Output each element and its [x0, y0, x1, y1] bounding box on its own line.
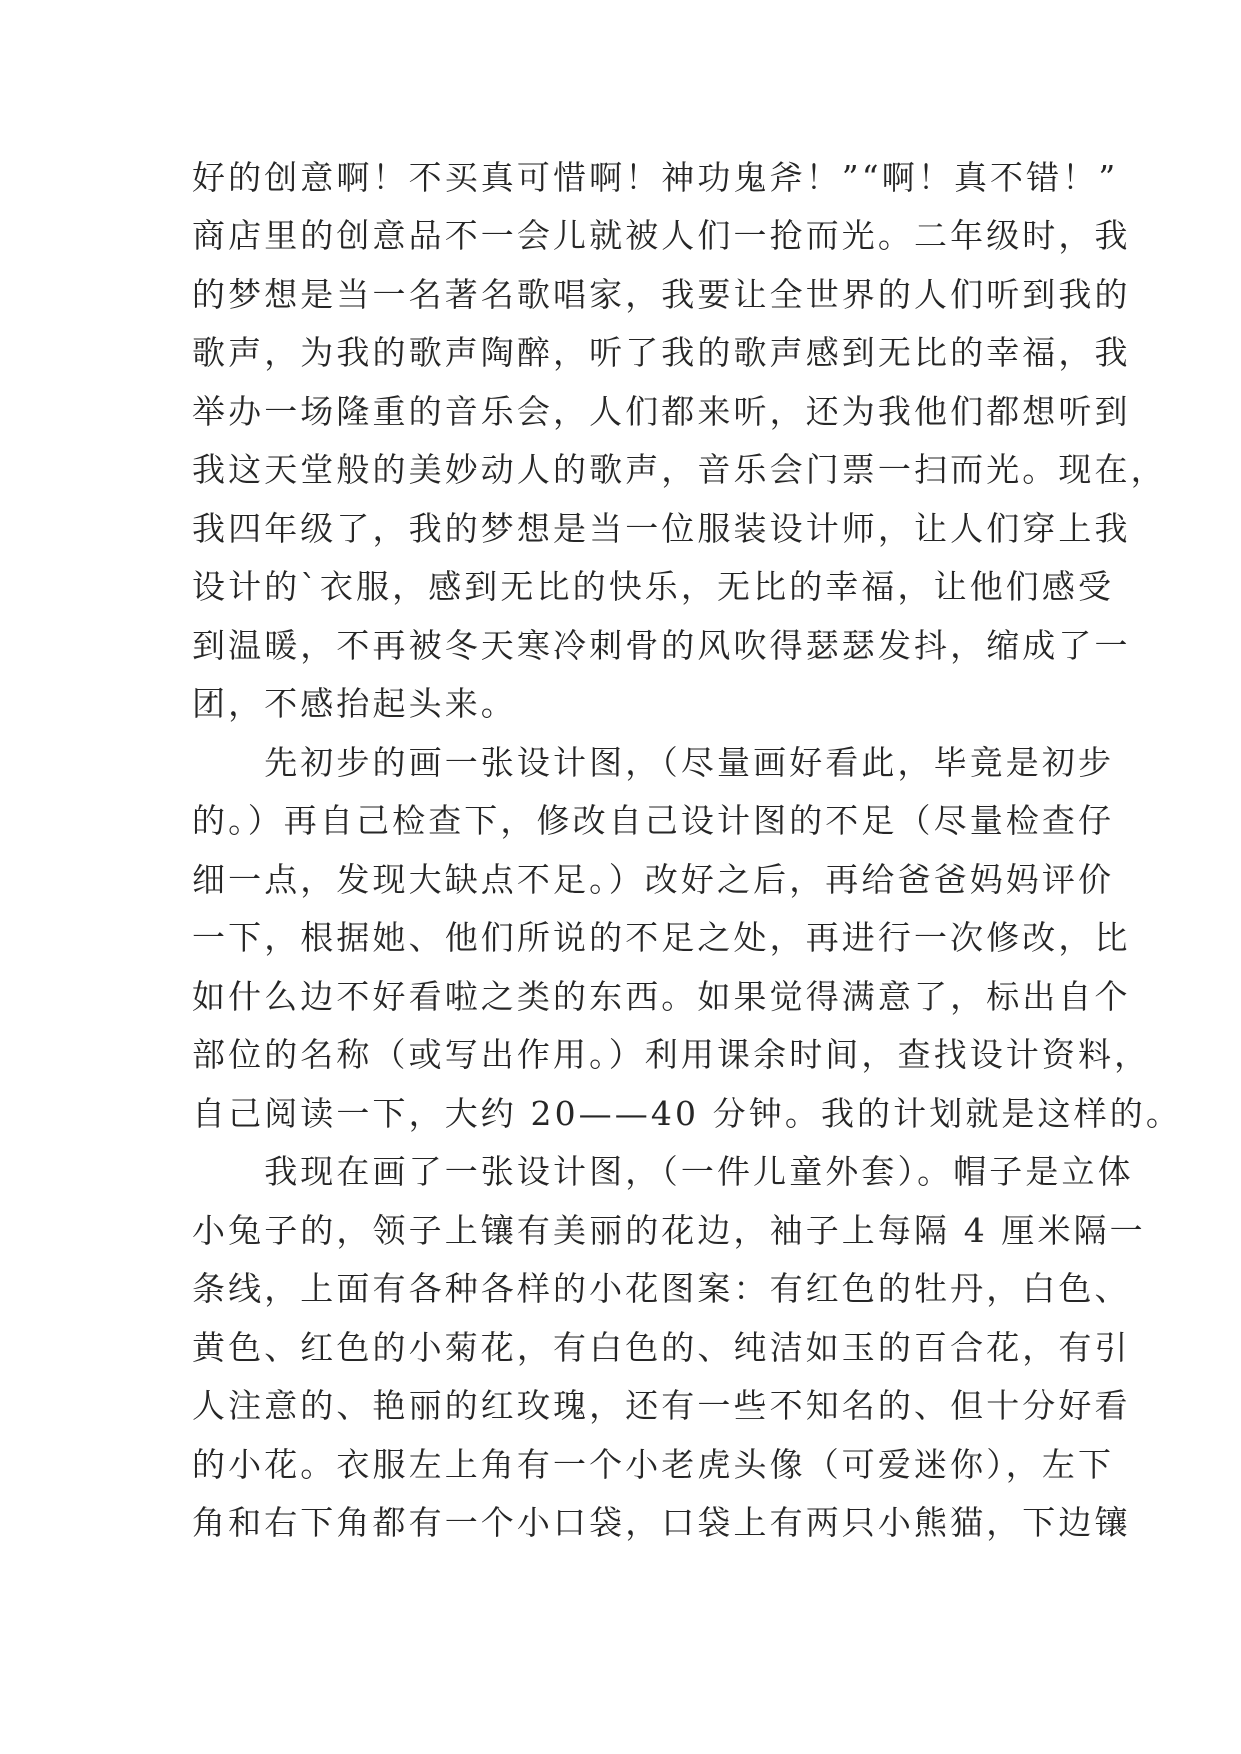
- text-line: 举办一场隆重的音乐会，人们都来听，还为我他们都想听到: [192, 392, 1131, 431]
- text-line: 角和右下角都有一个小口袋，口袋上有两只小熊猫，下边镶: [192, 1503, 1131, 1542]
- text-line: 歌声，为我的歌声陶醉，听了我的歌声感到无比的幸福，我: [192, 333, 1131, 372]
- text-line: 好的创意啊！不买真可惜啊！神功鬼斧！”“啊！真不错！”: [192, 158, 1119, 197]
- paragraph-start-line: 我现在画了一张设计图，（一件儿童外套）。帽子是立体: [192, 1152, 1134, 1191]
- text-line: 条线，上面有各种各样的小花图案：有红色的牡丹，白色、: [192, 1269, 1131, 1308]
- text-line: 人注意的、艳丽的红玫瑰，还有一些不知名的、但十分好看: [192, 1386, 1131, 1425]
- text-line: 设计的`衣服，感到无比的快乐，无比的幸福，让他们感受: [192, 567, 1115, 606]
- text-line: 黄色、红色的小菊花，有白色的、纯洁如玉的百合花，有引: [192, 1328, 1131, 1367]
- text-line: 的梦想是当一名著名歌唱家，我要让全世界的人们听到我的: [192, 275, 1131, 314]
- text-line: 我四年级了，我的梦想是当一位服装设计师，让人们穿上我: [192, 509, 1131, 548]
- text-line: 如什么边不好看啦之类的东西。如果觉得满意了，标出自个: [192, 977, 1131, 1016]
- text-line: 团，不感抬起头来。: [192, 684, 517, 723]
- text-line: 一下，根据她、他们所说的不足之处，再进行一次修改，比: [192, 918, 1131, 957]
- text-line: 的小花。衣服左上角有一个小老虎头像（可爱迷你），左下: [192, 1445, 1115, 1484]
- text-line: 商店里的创意品不一会儿就被人们一抢而光。二年级时，我: [192, 216, 1131, 255]
- text-line: 部位的名称（或写出作用。）利用课余时间，查找设计资料，: [192, 1035, 1151, 1074]
- text-line: 到温暖，不再被冬天寒冷刺骨的风吹得瑟瑟发抖，缩成了一: [192, 626, 1131, 665]
- text-line: 自己阅读一下，大约 20——40 分钟。我的计划就是这样的。: [192, 1094, 1182, 1133]
- text-line: 的。）再自己检查下，修改自己设计图的不足（尽量检查仔: [192, 801, 1115, 840]
- text-line: 我这天堂般的美妙动人的歌声，音乐会门票一扫而光。现在，: [192, 450, 1167, 489]
- text-line: 细一点，发现大缺点不足。）改好之后，再给爸爸妈妈评价: [192, 860, 1115, 899]
- text-line: 小兔子的，领子上镶有美丽的花边，袖子上每隔 4 厘米隔一: [192, 1211, 1146, 1250]
- paragraph-start-line: 先初步的画一张设计图，（尽量画好看此，毕竟是初步: [192, 743, 1115, 782]
